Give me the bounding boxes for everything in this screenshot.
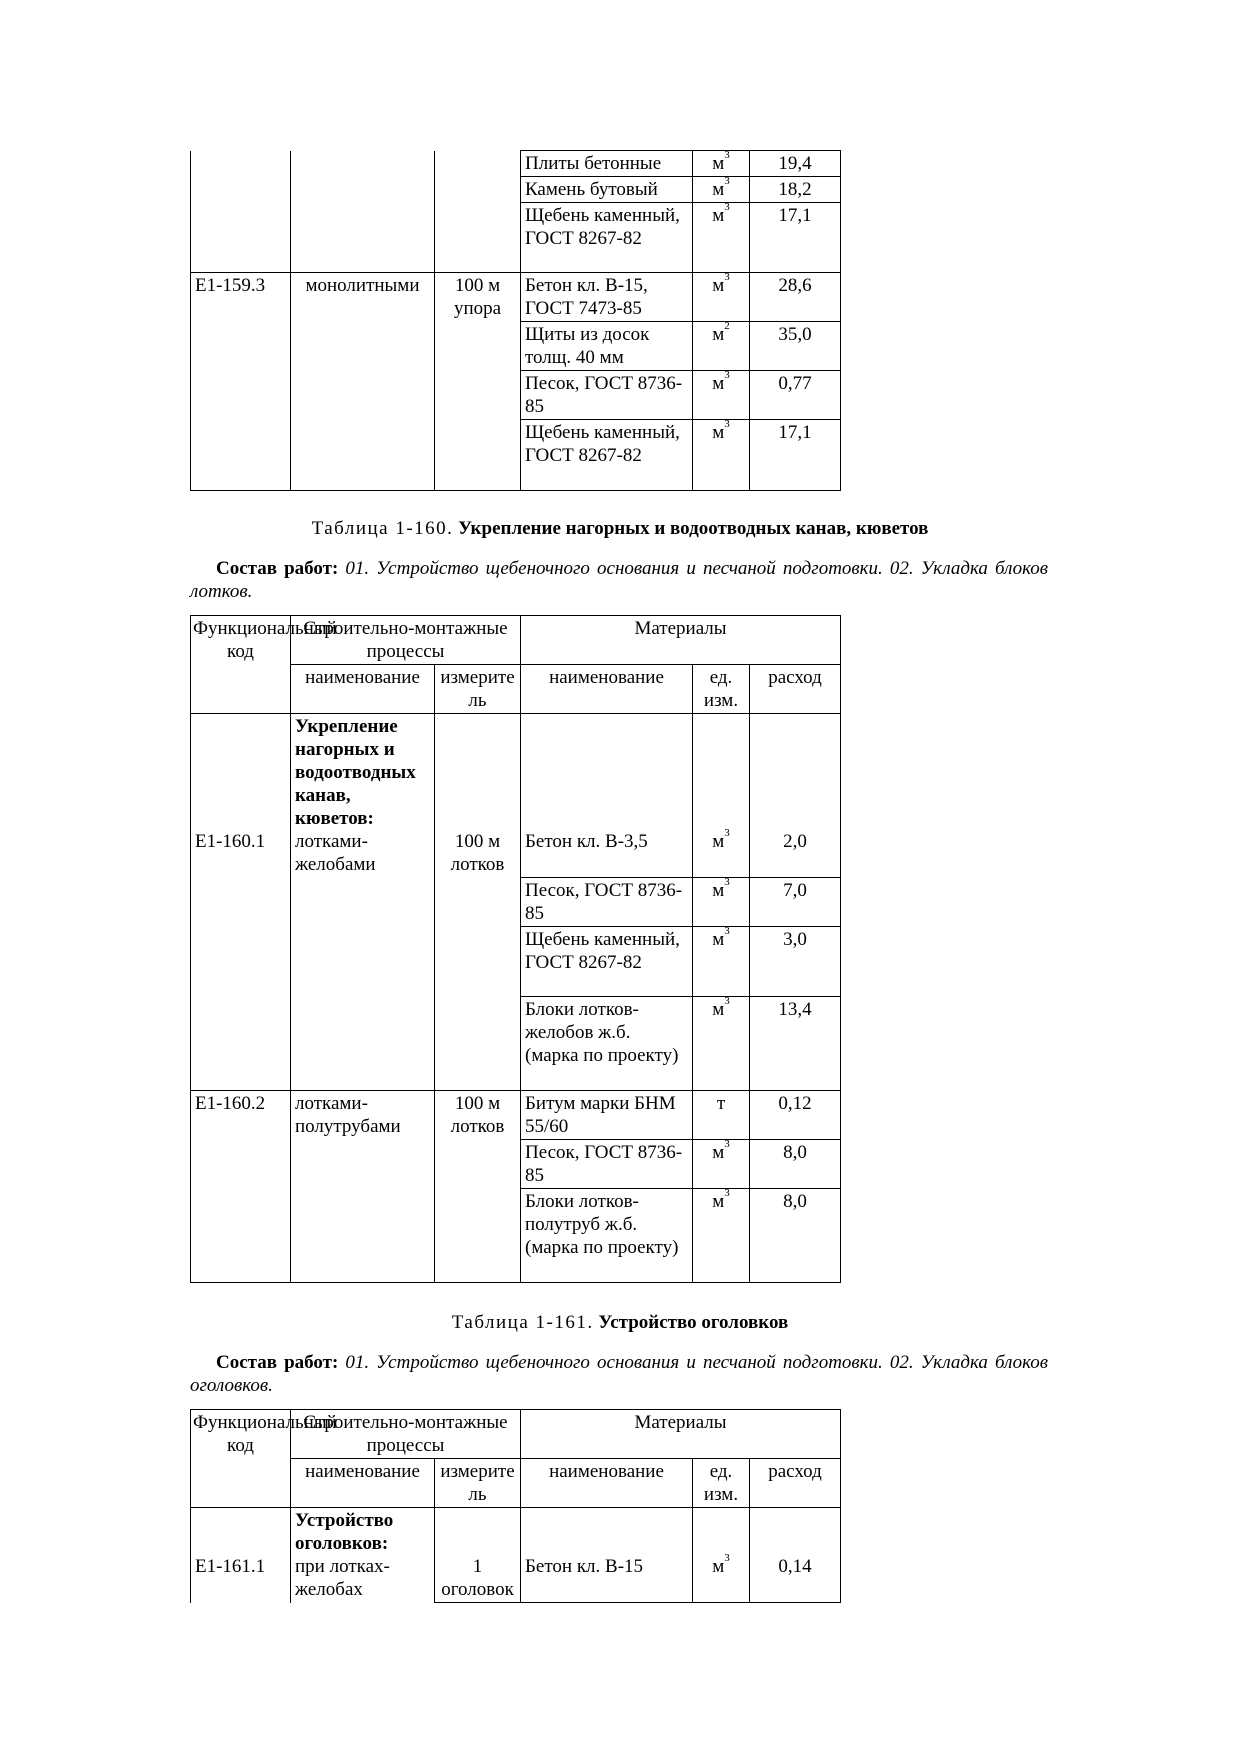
work-composition-161: Состав работ: 01. Устройство щебеночного основания и песчаной подготовки. 02. Укладка блоков оголовков.: [190, 1352, 1048, 1396]
material-name: Камень бутовый: [521, 177, 693, 203]
header-quantity: расход: [750, 665, 841, 714]
header-unit: ед. изм.: [693, 665, 750, 714]
table-caption-160: Таблица 1-160. Укрепление нагорных и водоотводных канав, кюветов: [311, 518, 929, 539]
material-quantity: 17,1: [750, 420, 841, 491]
material-unit: $м^3$: [693, 878, 750, 927]
header-process-name: наименование: [291, 665, 435, 714]
table-row: [191, 997, 841, 1091]
process-name: при лотках-желобах: [295, 1556, 390, 1600]
group-title: Устройство оголовков:: [295, 1510, 394, 1554]
material-name: Битум марки БНМ 55/60: [521, 1091, 693, 1140]
header-material-name: наименование: [521, 665, 693, 714]
header-measure: измеритель: [435, 1459, 521, 1508]
process-cell: [291, 1508, 435, 1603]
material-quantity: 28,6: [750, 273, 841, 322]
header-measure: измеритель: [435, 665, 521, 714]
table-row: [191, 714, 841, 878]
material-name: Бетон кл. В-15: [521, 1508, 693, 1603]
material-quantity: 35,0: [750, 322, 841, 371]
material-name: Блоки лотков-желобов ж.б. (марка по проекту): [521, 997, 693, 1091]
header-row: [191, 1410, 841, 1459]
process-measure: 1 оголовок: [435, 1508, 521, 1603]
function-code: Е1-159.3: [191, 273, 291, 322]
material-name: Бетон кл. В-3,5: [521, 714, 693, 878]
table-row: [191, 1140, 841, 1189]
material-name: Песок, ГОСТ 8736-85: [521, 371, 693, 420]
material-name: Щебень каменный, ГОСТ 8267-82: [521, 420, 693, 491]
material-name: Песок, ГОСТ 8736-85: [521, 878, 693, 927]
process-measure: 100 м упора: [435, 273, 521, 322]
material-unit: $м^3$: [693, 927, 750, 997]
material-quantity: 0,14: [750, 1508, 841, 1603]
header-unit: ед. изм.: [693, 1459, 750, 1508]
material-quantity: 18,2: [750, 177, 841, 203]
process-name: лотками-желобами: [295, 831, 376, 875]
material-name: Песок, ГОСТ 8736-85: [521, 1140, 693, 1189]
material-quantity: 0,12: [750, 1091, 841, 1140]
header-function-code: Функциональный код: [191, 1410, 291, 1508]
table-caption-161: Таблица 1-161. Устройство оголовков: [451, 1312, 789, 1333]
process-cell: [291, 714, 435, 878]
header-materials: Материалы: [521, 616, 841, 665]
material-quantity: 8,0: [750, 1189, 841, 1283]
material-quantity: 7,0: [750, 878, 841, 927]
table-row: [191, 878, 841, 927]
table-row: [191, 151, 841, 177]
material-unit: $м^3$: [693, 273, 750, 322]
header-materials: Материалы: [521, 1410, 841, 1459]
table-row: [191, 1189, 841, 1283]
table-row: [191, 927, 841, 997]
material-unit: $м^3$: [693, 1508, 750, 1603]
table-row: [191, 177, 841, 203]
material-quantity: 13,4: [750, 997, 841, 1091]
header-function-code: Функциональный код: [191, 616, 291, 714]
process-measure: 100 м лотков: [435, 1091, 521, 1140]
table-row: [191, 1508, 841, 1603]
group-title: Укрепление нагорных и водоотводных канав, кюветов:: [295, 716, 416, 829]
table-row: [191, 371, 841, 420]
header-row: [191, 616, 841, 665]
material-unit: $м^3$: [693, 371, 750, 420]
material-name: Бетон кл. В-15, ГОСТ 7473-85: [521, 273, 693, 322]
process-measure: 100 м лотков: [435, 714, 521, 878]
table-row: [191, 420, 841, 491]
material-quantity: 3,0: [750, 927, 841, 997]
materials-table-160: [190, 615, 841, 1283]
process-name: монолитными: [291, 273, 435, 322]
material-name: Блоки лотков-полутруб ж.б. (марка по проекту): [521, 1189, 693, 1283]
header-quantity: расход: [750, 1459, 841, 1508]
material-quantity: 8,0: [750, 1140, 841, 1189]
function-code: Е1-161.1: [191, 1508, 291, 1603]
table-row: [191, 1091, 841, 1140]
material-unit: $м^3$: [693, 420, 750, 491]
material-unit: $м^3$: [693, 177, 750, 203]
material-quantity: 17,1: [750, 203, 841, 273]
materials-table-159: [190, 150, 841, 491]
material-unit: $м^3$: [693, 1189, 750, 1283]
material-quantity: 19,4: [750, 151, 841, 177]
materials-table-161: [190, 1409, 841, 1603]
material-unit: $м^2$: [693, 322, 750, 371]
table-row: [191, 273, 841, 322]
function-code: Е1-160.1: [191, 714, 291, 878]
material-name: Плиты бетонные: [521, 151, 693, 177]
material-name: Щебень каменный, ГОСТ 8267-82: [521, 203, 693, 273]
material-unit: т: [693, 1091, 750, 1140]
header-process-name: наименование: [291, 1459, 435, 1508]
table-row: [191, 203, 841, 273]
material-quantity: 0,77: [750, 371, 841, 420]
work-composition-160: Состав работ: 01. Устройство щебеночного основания и песчаной подготовки. 02. Укладка блоков лотков.: [190, 558, 1048, 602]
material-unit: $м^3$: [693, 997, 750, 1091]
material-name: Щиты из досок толщ. 40 мм: [521, 322, 693, 371]
header-processes: Строительно-монтажные процессы: [291, 1410, 521, 1459]
material-unit: $м^3$: [693, 151, 750, 177]
table-row: [191, 322, 841, 371]
header-processes: Строительно-монтажные процессы: [291, 616, 521, 665]
material-quantity: 2,0: [750, 714, 841, 878]
material-unit: $м^3$: [693, 203, 750, 273]
header-material-name: наименование: [521, 1459, 693, 1508]
material-unit: $м^3$: [693, 1140, 750, 1189]
function-code: Е1-160.2: [191, 1091, 291, 1140]
process-name: лотками-полутрубами: [291, 1091, 435, 1140]
material-name: Щебень каменный, ГОСТ 8267-82: [521, 927, 693, 997]
material-unit: $м^3$: [693, 714, 750, 878]
